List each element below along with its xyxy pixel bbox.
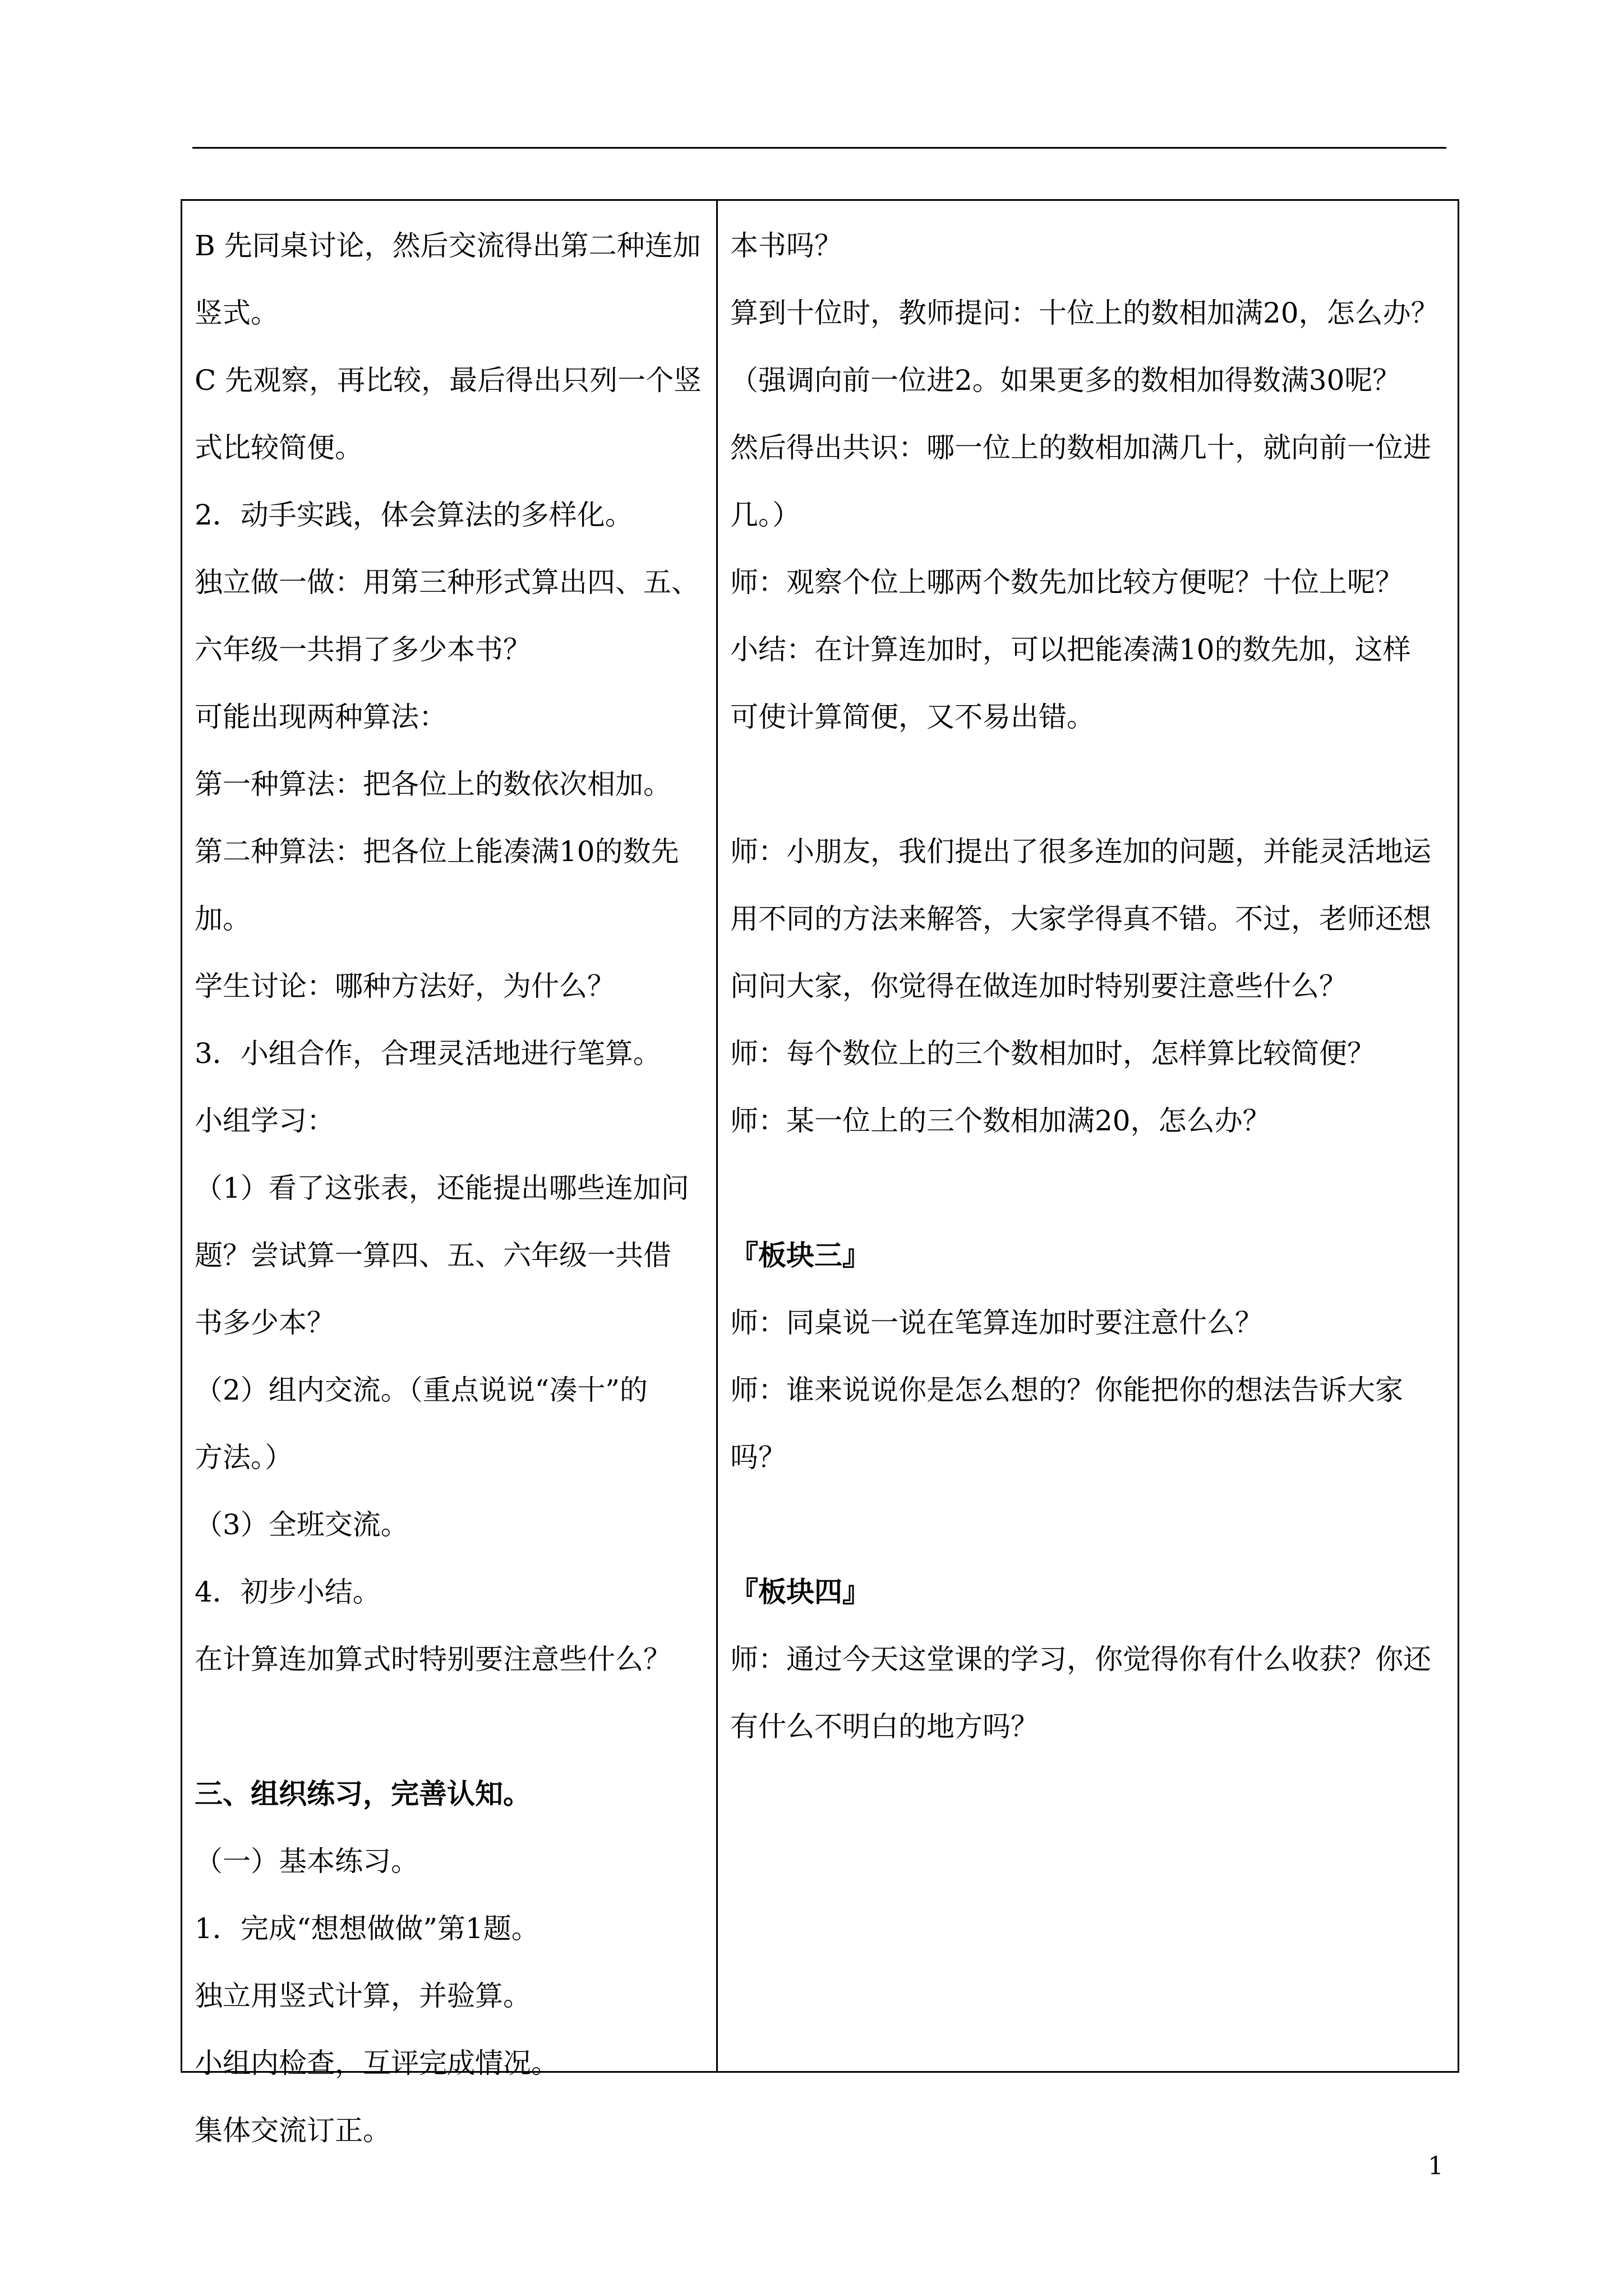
text-line: 六年级一共捐了多少本书？: [195, 633, 531, 666]
text-line: （3）全班交流。: [195, 1508, 409, 1541]
text-line: （1）看了这张表，还能提出哪些连加问: [195, 1172, 689, 1204]
text-line: 可使计算简便，又不易出错。: [730, 701, 1095, 733]
left-column: [182, 201, 718, 2147]
text-line: 师：每个数位上的三个数相加时，怎样算比较简便？: [730, 1037, 1375, 1070]
text-line: [195, 1693, 704, 1760]
text-line: B 先同桌讨论，然后交流得出第二种连加: [195, 229, 701, 262]
text-line: 第二种算法：把各位上能凑满10的数先: [195, 835, 679, 868]
text-line: 几。）: [730, 499, 800, 531]
header-rule: [192, 147, 1446, 149]
text-line: 式比较简便。: [195, 431, 363, 464]
section-heading: 『板块三』: [730, 1239, 870, 1272]
text-line: 可能出现两种算法：: [195, 701, 447, 733]
text-line: （一）基本练习。: [195, 1845, 419, 1878]
section-heading: 『板块四』: [730, 1575, 870, 1608]
text-line: 用不同的方法来解答，大家学得真不错。不过，老师还想: [730, 903, 1431, 935]
text-line: 独立用竖式计算，并验算。: [195, 1980, 531, 2012]
section-heading: 三、组织练习，完善认知。: [195, 1777, 531, 1810]
text-line: 书多少本？: [195, 1306, 335, 1339]
text-line: [730, 1154, 1445, 1222]
text-line: 1．完成“想想做做”第1题。: [195, 1912, 540, 1945]
text-line: 师：谁来说说你是怎么想的？你能把你的想法告诉大家: [730, 1374, 1403, 1406]
text-line: 师：小朋友，我们提出了很多连加的问题，并能灵活地运: [730, 835, 1431, 868]
text-line: 方法。）: [195, 1441, 293, 1474]
text-line: 师：某一位上的三个数相加满20，怎么办？: [730, 1105, 1271, 1137]
text-line: （强调向前一位进2。如果更多的数相加得数满30呢？: [730, 364, 1401, 397]
lesson-table: [181, 199, 1459, 2147]
text-line: 问问大家，你觉得在做连加时特别要注意些什么？: [730, 970, 1347, 1002]
text-line: 第一种算法：把各位上的数依次相加。: [195, 768, 671, 800]
text-line: 然后得出共识：哪一位上的数相加满几十，就向前一位进: [730, 431, 1431, 464]
text-line: 算到十位时，教师提问：十位上的数相加满20，怎么办？: [730, 297, 1439, 329]
text-line: 学生讨论：哪种方法好，为什么？: [195, 970, 615, 1002]
text-line: （2）组内交流。（重点说说“凑十”的: [195, 1374, 648, 1406]
text-line: 小组学习：: [195, 1105, 335, 1137]
text-line: 小组内检查，互评完成情况。: [195, 2047, 559, 2079]
text-line: 2．动手实践，体会算法的多样化。: [195, 499, 633, 531]
right-column: [718, 201, 1458, 2071]
text-line: 师：通过今天这堂课的学习，你觉得你有什么收获？你还: [730, 1643, 1431, 1676]
text-line: 独立做一做：用第三种形式算出四、五、: [195, 566, 699, 599]
text-line: 3．小组合作，合理灵活地进行笔算。: [195, 1037, 661, 1070]
text-line: 有什么不明白的地方吗？: [730, 1710, 1039, 1743]
text-line: 在计算连加算式时特别要注意些什么？: [195, 1643, 671, 1676]
text-line: [730, 751, 1445, 818]
text-line: [730, 1491, 1445, 1558]
page-number: 1: [1428, 2152, 1444, 2180]
text-line: 竖式。: [195, 297, 279, 329]
text-line: 本书吗？: [730, 229, 842, 262]
text-line: 加。: [195, 903, 251, 935]
text-line: 师：观察个位上哪两个数先加比较方便呢？十位上呢？: [730, 566, 1403, 599]
text-line: 集体交流订正。: [195, 2114, 391, 2147]
text-line: 吗？: [730, 1441, 786, 1474]
text-line: 师：同桌说一说在笔算连加时要注意什么？: [730, 1306, 1263, 1339]
text-line: 小结：在计算连加时，可以把能凑满10的数先加，这样: [730, 633, 1411, 666]
text-line: 题？尝试算一算四、五、六年级一共借: [195, 1239, 671, 1272]
text-line: 4．初步小结。: [195, 1576, 381, 1608]
text-line: C 先观察，再比较，最后得出只列一个竖: [195, 364, 702, 397]
